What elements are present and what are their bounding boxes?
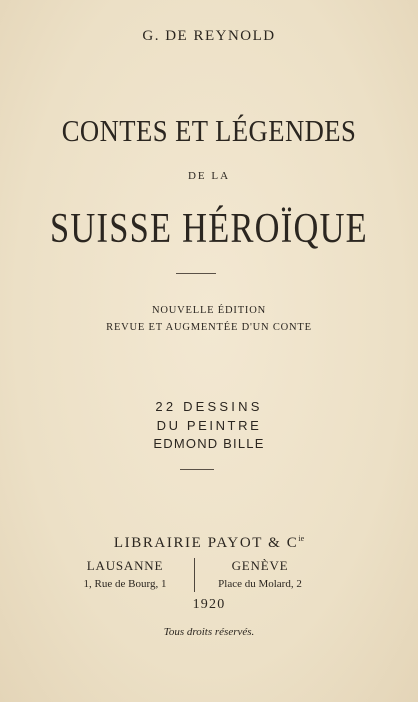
edition-line-2: REVUE ET AUGMENTÉE D'UN CONTE — [106, 322, 312, 333]
divider-rule — [180, 469, 214, 470]
publisher-address-right: Place du Molard, 2 — [218, 578, 302, 590]
publisher-suffix: C — [286, 535, 299, 551]
publication-year: 1920 — [192, 597, 226, 612]
publisher-city-right: GENÈVE — [231, 558, 289, 573]
illustrations-line-3: EDMOND BILLE — [153, 436, 265, 451]
edition-line-1: NOUVELLE ÉDITION — [152, 305, 266, 316]
rights-notice: Tous droits réservés. — [163, 626, 255, 638]
column-separator — [194, 558, 195, 592]
publisher-name-text: LIBRAIRIE PAYOT & — [113, 535, 282, 551]
author-name: G. DE REYNOLD — [142, 28, 276, 44]
title-line-2: SUISSE HÉROÏQUE — [50, 206, 368, 252]
title-connector: DE LA — [187, 170, 231, 182]
illustrations-line-2: DU PEINTRE — [156, 418, 262, 433]
publisher-address-left: 1, Rue de Bourg, 1 — [83, 578, 167, 590]
title-line-1: CONTES ET LÉGENDES — [61, 113, 357, 148]
divider-rule — [176, 273, 216, 274]
illustrations-line-1: 22 DESSINS — [155, 399, 263, 414]
publisher-name — [0, 534, 418, 552]
publisher-city-left: LAUSANNE — [86, 558, 164, 573]
publisher-suffix-sup: ie — [298, 534, 305, 543]
